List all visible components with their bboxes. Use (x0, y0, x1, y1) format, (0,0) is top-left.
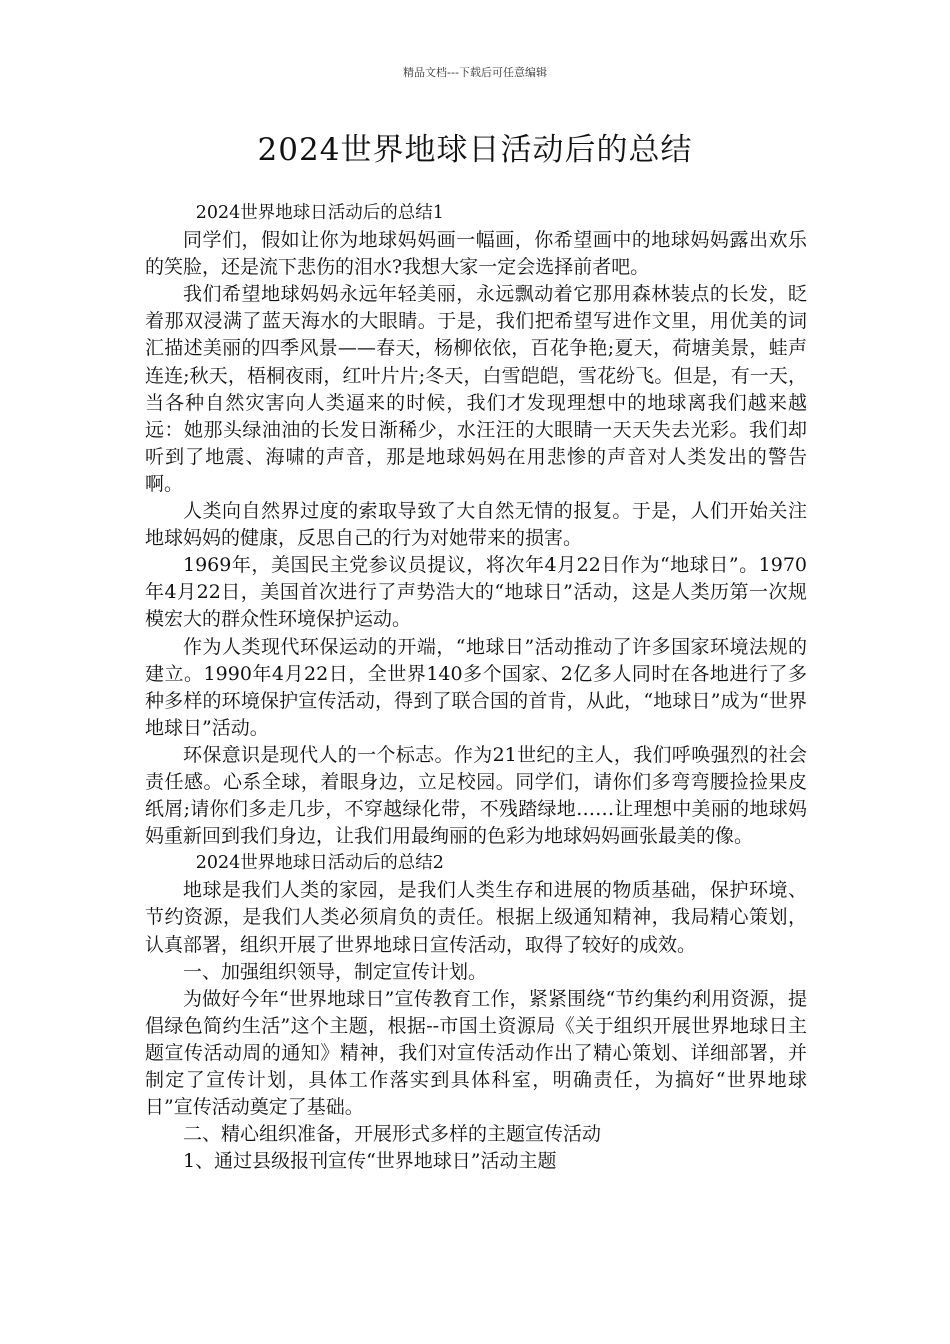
body-paragraph: 同学们，假如让你为地球妈妈画一幅画，你希望画中的地球妈妈露出欢乐的笑脸，还是流下悲伤的泪水?我想大家一定会选择前者吧。 (145, 229, 807, 279)
body-paragraph: 环保意识是现代人的一个标志。作为21世纪的主人，我们呼唤强烈的社会责任感。心系全球，着眼身边，立足校园。同学们，请你们多弯弯腰捡捡果皮纸屑;请你们多走几步，不穿越绿化带，不残踏绿地……让理想中美丽的地球妈妈重新回到我们身边，让我们用最绚丽的色彩为地球妈妈画张最美的像。 (145, 743, 807, 848)
body-paragraph: 地球是我们人类的家园，是我们人类生存和进展的物质基础，保护环境、节约资源，是我们人类必须肩负的责任。根据上级通知精神，我局精心策划，认真部署，组织开展了世界地球日宣传活动，取得了较好的成效。 (145, 879, 807, 956)
document-header-note: 精品文档---下载后可任意编辑 (403, 66, 547, 79)
document-title: 2024世界地球日活动后的总结 (257, 132, 693, 168)
document-body (145, 200, 807, 1175)
body-paragraph: 二、精心组织准备，开展形式多样的主题宣传活动 (183, 1123, 602, 1146)
body-paragraph: 我们希望地球妈妈永远年轻美丽，永远飘动着它那用森林装点的长发，眨着那双浸满了蓝天海水的大眼睛。于是，我们把希望写进作文里，用优美的词汇描述美丽的四季风景——春天，杨柳依依，百花争艳;夏天，荷塘美景，蛙声连连;秋天，梧桐夜雨，红叶片片;冬天，白雪皑皑，雪花纷飞。但是，有一天，当各种自然灾害向人类逼来的时候，我们才发现理想中的地球离我们越来越远：她那头绿油油的长发日渐稀少，水汪汪的大眼睛一天天失去光彩。我们却听到了地震、海啸的声音，那是地球妈妈在用悲惨的声音对人类发出的警告啊。 (145, 283, 807, 495)
body-paragraph: 1、通过县级报刊宣传“世界地球日”活动主题 (183, 1150, 557, 1173)
body-paragraph: 人类向自然界过度的索取导致了大自然无情的报复。于是，人们开始关注地球妈妈的健康，反思自己的行为对她带来的损害。 (145, 500, 807, 550)
section-heading: 2024世界地球日活动后的总结1 (195, 203, 444, 223)
section-heading: 2024世界地球日活动后的总结2 (195, 853, 444, 874)
body-paragraph: 一、加强组织领导，制定宣传计划。 (183, 960, 488, 983)
body-paragraph: 1969年，美国民主党参议员提议，将次年4月22日作为“地球日”。1970年4月22日，美国首次进行了声势浩大的“地球日”活动，这是人类历第一次规模宏大的群众性环境保护运动。 (145, 554, 807, 631)
body-paragraph: 作为人类现代环保运动的开端，“地球日”活动推动了许多国家环境法规的建立。1990年4月22日，全世界140多个国家、2亿多人同时在各地进行了多种多样的环境保护宣传活动，得到了联合国的首肯，从此，“地球日”成为“世界地球日”活动。 (145, 635, 807, 739)
body-paragraph: 为做好今年“世界地球日”宣传教育工作，紧紧围绕“节约集约利用资源，提倡绿色简约生活”这个主题，根据--市国土资源局《关于组织开展世界地球日主题宣传活动周的通知》精神，我们对宣传活动作出了精心策划、详细部署，并制定了宣传计划，具体工作落实到具体科室，明确责任，为搞好“世界地球日”宣传活动奠定了基础。 (145, 987, 807, 1119)
